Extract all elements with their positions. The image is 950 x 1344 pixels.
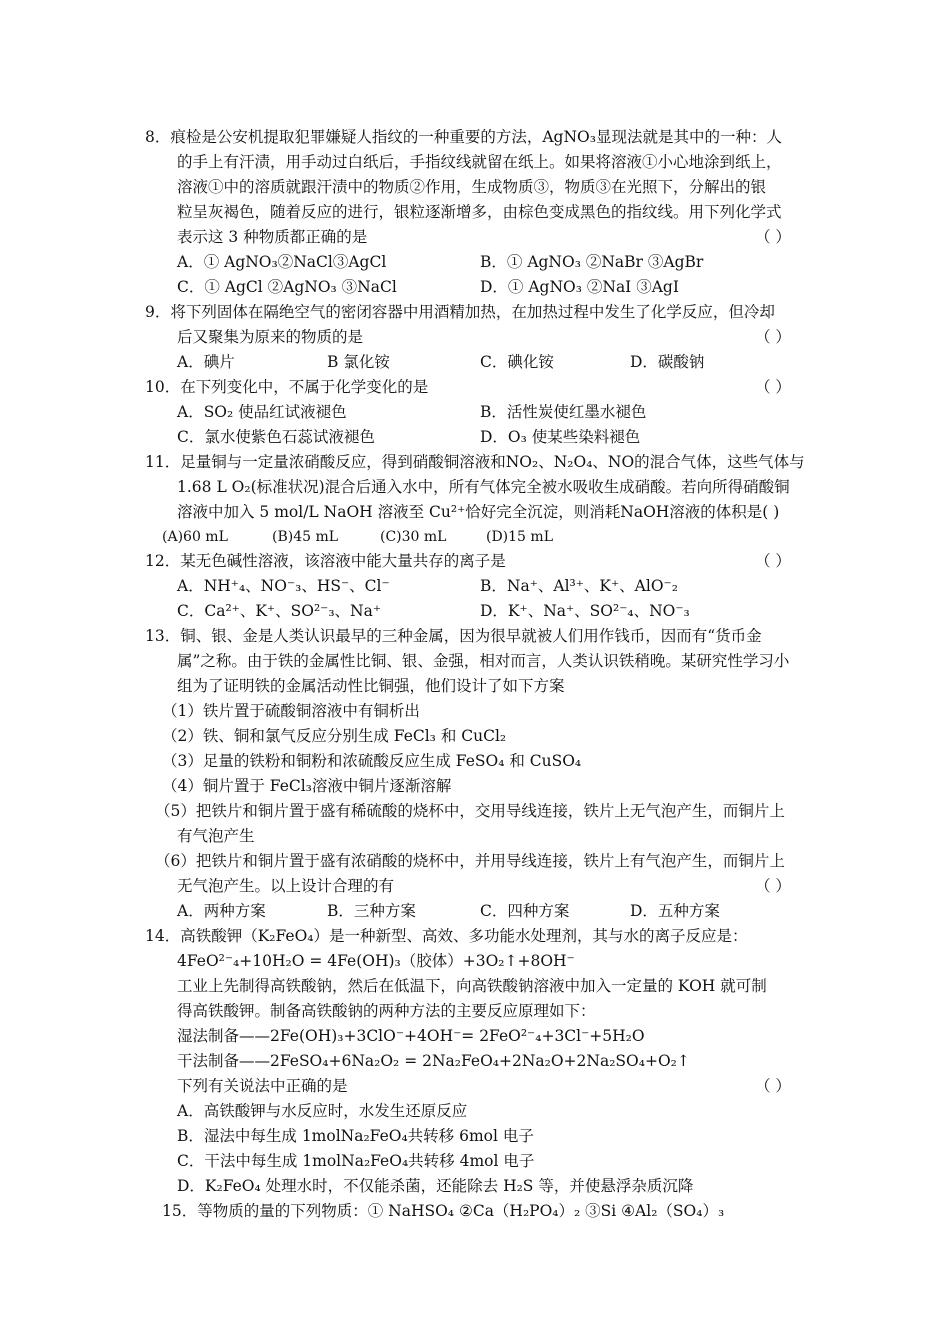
question-11-line: 11．足量铜与一定量浓硝酸反应，得到硝酸铜溶液和NO₂、N₂O₄、NO的混合气体，这些气体与 — [145, 453, 805, 471]
option-b: B．三种方案 — [327, 902, 416, 920]
answer-blank: （ ） — [755, 877, 791, 895]
question-14-line: 14．高铁酸钾（K₂FeO₄）是一种新型、高效、多功能水处理剂，其与水的离子反应是： — [145, 927, 748, 945]
answer-blank: （ ） — [755, 552, 791, 570]
question-11-line: 溶液中加入 5 mol/L NaOH 溶液至 Cu²⁺恰好完全沉淀，则消耗NaOH溶液的体积是( ) — [177, 503, 780, 521]
option-c: C．干法中每生成 1molNa₂FeO₄共转移 4mol 电子 — [177, 1152, 535, 1170]
question-13-line: （1）铁片置于硫酸铜溶液中有铜析出 — [162, 702, 420, 720]
question-13-line: 有气泡产生 — [177, 827, 255, 845]
option-b: B．① AgNO₃ ②NaBr ③AgBr — [480, 253, 704, 271]
question-13-line: （2）铁、铜和氯气反应分别生成 FeCl₃ 和 CuCl₂ — [162, 727, 507, 745]
option-a: A．两种方案 — [177, 902, 266, 920]
option-a: A．① AgNO₃②NaCl③AgCl — [177, 253, 387, 271]
option-c: C．① AgCl ②AgNO₃ ③NaCl — [177, 278, 397, 296]
option-b: B．Na⁺、Al³⁺、K⁺、AlO⁻₂ — [480, 577, 678, 595]
question-14-line: 干法制备——2FeSO₄+6Na₂O₂ = 2Na₂FeO₄+2Na₂O+2Na₂SO₄+O₂↑ — [177, 1052, 690, 1070]
option-c: C．Ca²⁺、K⁺、SO²⁻₃、Na⁺ — [177, 602, 382, 620]
option-a: A．高铁酸钾与水反应时，水发生还原反应 — [177, 1102, 468, 1120]
question-13-line: 属”之称。由于铁的金属性比铜、银、金强，相对而言，人类认识铁稍晚。某研究性学习小 — [177, 652, 790, 670]
answer-blank: （ ） — [755, 1077, 791, 1095]
option-b: B．湿法中每生成 1molNa₂FeO₄共转移 6mol 电子 — [177, 1127, 534, 1145]
question-14-line: 下列有关说法中正确的是 — [177, 1077, 348, 1095]
question-8-line: 的手上有汗渍，用手动过白纸后，手指纹线就留在纸上。如果将溶液①小心地涂到纸上， — [177, 153, 782, 171]
question-13-line: 组为了证明铁的金属活动性比铜强，他们设计了如下方案 — [177, 677, 565, 695]
question-8-line: 溶液①中的溶质就跟汗渍中的物质②作用，生成物质③，物质③在光照下，分解出的银 — [177, 178, 767, 196]
answer-blank: （ ） — [755, 228, 791, 246]
option-d: (D)15 mL — [486, 529, 553, 545]
option-d: D．K⁺、Na⁺、SO²⁻₄、NO⁻₃ — [480, 602, 690, 620]
question-13-line: 无气泡产生。以上设计合理的有 — [177, 877, 395, 895]
question-14-line: 工业上先制得高铁酸钠，然后在低温下，向高铁酸钠溶液中加入一定量的 KOH 就可制 — [177, 977, 767, 995]
answer-blank: （ ） — [755, 328, 791, 346]
option-c: (C)30 mL — [380, 529, 447, 545]
option-c: C．四种方案 — [480, 902, 570, 920]
option-d: D．五种方案 — [630, 902, 720, 920]
option-a: A．SO₂ 使品红试液褪色 — [177, 403, 347, 421]
option-d: D．O₃ 使某些染料褪色 — [480, 428, 641, 446]
option-d: D．① AgNO₃ ②NaI ③AgI — [480, 278, 679, 296]
question-8-line: 8．痕检是公安机提取犯罪嫌疑人指纹的一种重要的方法，AgNO₃显现法就是其中的一种：人 — [145, 128, 782, 146]
answer-blank: （ ） — [755, 378, 791, 396]
option-a: (A)60 mL — [162, 529, 228, 545]
option-c: C．碘化铵 — [480, 353, 554, 371]
question-12-line: 12．某无色碱性溶液，该溶液中能大量共存的离子是 — [145, 552, 506, 570]
option-b: B 氯化铵 — [327, 353, 390, 371]
question-13-line: 13．铜、银、金是人类认识最早的三种金属，因为很早就被人们用作钱币，因而有“货币金 — [145, 627, 762, 645]
option-d: D．K₂FeO₄ 处理水时，不仅能杀菌，还能除去 H₂S 等，并使悬浮杂质沉降 — [177, 1177, 694, 1195]
option-a: A．NH⁺₄、NO⁻₃、HS⁻、Cl⁻ — [177, 577, 390, 595]
question-13-line: （3）足量的铁粉和铜粉和浓硫酸反应生成 FeSO₄ 和 CuSO₄ — [162, 752, 582, 770]
question-8-line: 表示这 3 种物质都正确的是 — [177, 228, 368, 246]
option-b: (B)45 mL — [272, 529, 339, 545]
option-b: B．活性炭使红墨水褪色 — [480, 403, 647, 421]
option-c: C．氯水使紫色石蕊试液褪色 — [177, 428, 375, 446]
question-13-line: （6）把铁片和铜片置于盛有浓硝酸的烧杯中，并用导线连接，铁片上有气泡产生，而铜片上 — [155, 852, 785, 870]
option-a: A．碘片 — [177, 353, 235, 371]
question-9-line: 后又聚集为原来的物质的是 — [177, 328, 364, 346]
question-11-line: 1.68 L O₂(标准状况)混合后通入水中，所有气体完全被水吸收生成硝酸。若向所得硝酸铜 — [177, 478, 790, 496]
question-13-line: （4）铜片置于 FeCl₃溶液中铜片逐渐溶解 — [162, 777, 452, 795]
question-14-line: 4FeO²⁻₄+10H₂O = 4Fe(OH)₃（胶体）+3O₂↑+8OH⁻ — [177, 952, 575, 970]
question-14-line: 湿法制备——2Fe(OH)₃+3ClO⁻+4OH⁻= 2FeO²⁻₄+3Cl⁻+5H₂O — [177, 1027, 645, 1045]
question-13-line: （5）把铁片和铜片置于盛有稀硫酸的烧杯中，交用导线连接，铁片上无气泡产生，而铜片上 — [155, 802, 785, 820]
question-9-line: 9．将下列固体在隔绝空气的密闭容器中用酒精加热，在加热过程中发生了化学反应，但冷却 — [145, 303, 775, 321]
option-d: D．碳酸钠 — [630, 353, 705, 371]
question-14-line: 得高铁酸钾。制备高铁酸钠的两种方法的主要反应原理如下： — [177, 1002, 596, 1020]
question-15-line: 15．等物质的量的下列物质：① NaHSO₄ ②Ca（H₂PO₄）₂ ③Si ④Al₂（SO₄）₃ — [162, 1202, 725, 1220]
question-8-line: 粒呈灰褐色，随着反应的进行，银粒逐渐增多，由棕色变成黑色的指纹线。用下列化学式 — [177, 203, 782, 221]
question-10-line: 10．在下列变化中，不属于化学变化的是 — [145, 378, 429, 396]
